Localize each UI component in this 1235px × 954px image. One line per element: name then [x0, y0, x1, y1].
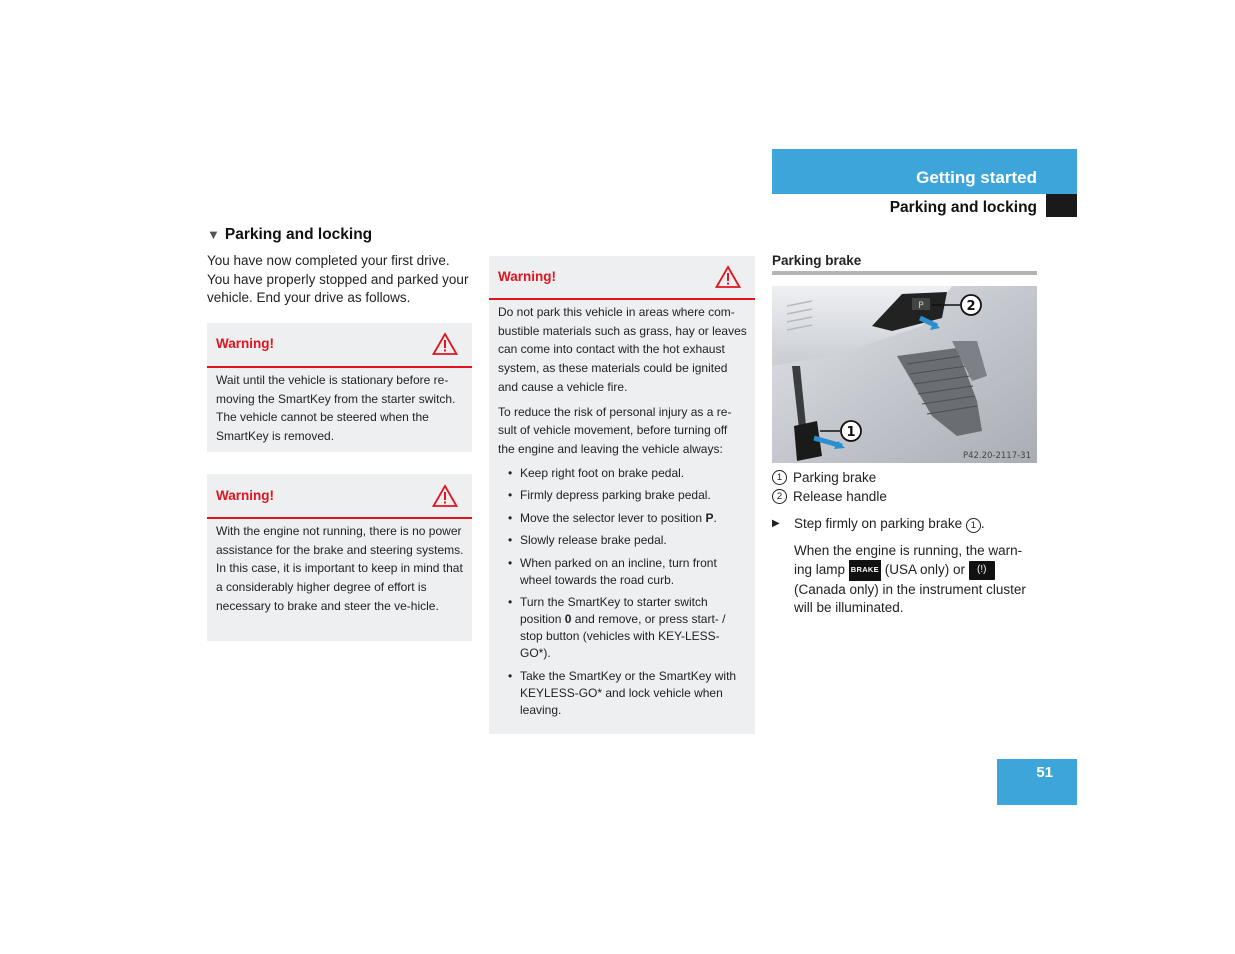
section-heading: [207, 226, 372, 244]
legend-item: [772, 487, 887, 506]
list-item-bold: P: [705, 510, 714, 525]
chapter-header-bar: [772, 149, 1077, 194]
list-item-text: Move the selector lever to position: [520, 510, 706, 525]
legend-item: [772, 468, 887, 487]
note-text: (USA only) or: [880, 561, 969, 577]
callout-2: 2: [966, 299, 976, 314]
step-note: [772, 542, 1037, 618]
parking-brake-figure: [772, 286, 1037, 463]
warning-triangle-icon: [432, 484, 458, 513]
step-text-part: .: [980, 516, 985, 531]
step-arrow-icon: ▶: [772, 518, 780, 529]
warning-title: Warning!: [216, 488, 274, 503]
parking-brake-title: Parking brake: [772, 253, 862, 268]
warning-triangle-icon: [432, 332, 458, 361]
legend-number: 1: [772, 470, 787, 485]
warning-rule: [207, 366, 472, 368]
figure-code: P42.20-2117-31: [962, 451, 1031, 461]
warning-paragraph-1: Do not park this vehicle in areas where com-bustible materials such as grass, hay or leaves can come into contact with the hot exhaust system, as these materials could be ignited and cause a vehicle fire.: [498, 305, 747, 394]
triangle-down-icon: ▼: [207, 227, 220, 242]
warning-title: Warning!: [216, 336, 274, 351]
intro-paragraph: You have now completed your first drive. You have properly stopped and parked your vehicle. End your drive as follows.: [207, 253, 469, 305]
header-marker: [1046, 194, 1077, 217]
warning-paragraph-2: To reduce the risk of personal injury as a re-sult of vehicle movement, before turning off the engine and leaving the vehicle always:: [498, 404, 732, 456]
list-item: [498, 510, 747, 527]
list-item-text: and remove, or press start- / stop button (vehicles with KEY-LESS-GO*).: [520, 612, 726, 661]
legend-text: Release handle: [793, 489, 887, 504]
brake-lamp-icon: BRAKE: [849, 560, 881, 581]
warning-box-smartkey: [207, 323, 472, 452]
svg-text:P: P: [918, 301, 924, 311]
callout-1: 1: [846, 425, 856, 440]
list-item-bold: 0: [564, 612, 572, 627]
warning-box-power-assist: [207, 474, 472, 641]
step-text: [772, 515, 1037, 534]
note-text: When the engine is running, the warn-ing lamp: [794, 542, 1023, 577]
list-item: • Slowly release brake pedal.: [498, 532, 747, 549]
legend-number: 2: [772, 489, 787, 504]
warning-steps-list: [498, 465, 747, 719]
list-item: • Firmly depress parking brake pedal.: [498, 487, 747, 504]
legend-text: Parking brake: [793, 470, 877, 485]
section-heading-text: Parking and locking: [224, 226, 373, 243]
warning-rule: [207, 517, 472, 519]
list-item: • When parked on an incline, turn front wheel towards the road curb.: [498, 555, 747, 589]
list-item-text: Turn the SmartKey to starter switch position: [520, 595, 708, 627]
warning-text-block: [498, 303, 747, 724]
warning-box-parking: [489, 256, 755, 734]
list-item-text: .: [713, 510, 717, 525]
warning-rule: [489, 298, 755, 300]
warning-triangle-icon: [715, 265, 741, 294]
note-text: (Canada only) in the instrument cluster will be illuminated.: [794, 581, 1026, 615]
figure-legend: [772, 468, 887, 506]
warning-text: Wait until the vehicle is stationary before re-moving the SmartKey from the starter switch. The vehicle cannot be steered when the SmartKey is removed.: [216, 373, 456, 444]
page-number-box: [997, 759, 1077, 805]
list-item: • Keep right foot on brake pedal.: [498, 465, 747, 482]
page-number: 51: [1036, 764, 1053, 781]
brake-warning-lamp-icon: (!): [969, 561, 995, 580]
chapter-title: Getting started: [916, 168, 1037, 187]
footwell-illustration: [772, 286, 1037, 463]
list-item: • Take the SmartKey or the SmartKey with KEYLESS-GO* and lock vehicle when leaving.: [498, 668, 747, 719]
list-item: [498, 594, 747, 662]
section-header: Parking and locking: [889, 199, 1037, 216]
instruction-step: [772, 515, 1037, 618]
step-text-part: Step firmly on parking brake: [794, 516, 966, 531]
warning-text: With the engine not running, there is no power assistance for the brake and steering systems. In this case, it is important to keep in mind that a considerably higher degree of effort is necessary to brake and steer the ve-hicle.: [216, 524, 464, 613]
title-rule: [772, 271, 1037, 275]
warning-title: Warning!: [498, 269, 556, 284]
step-number: 1: [966, 518, 981, 533]
